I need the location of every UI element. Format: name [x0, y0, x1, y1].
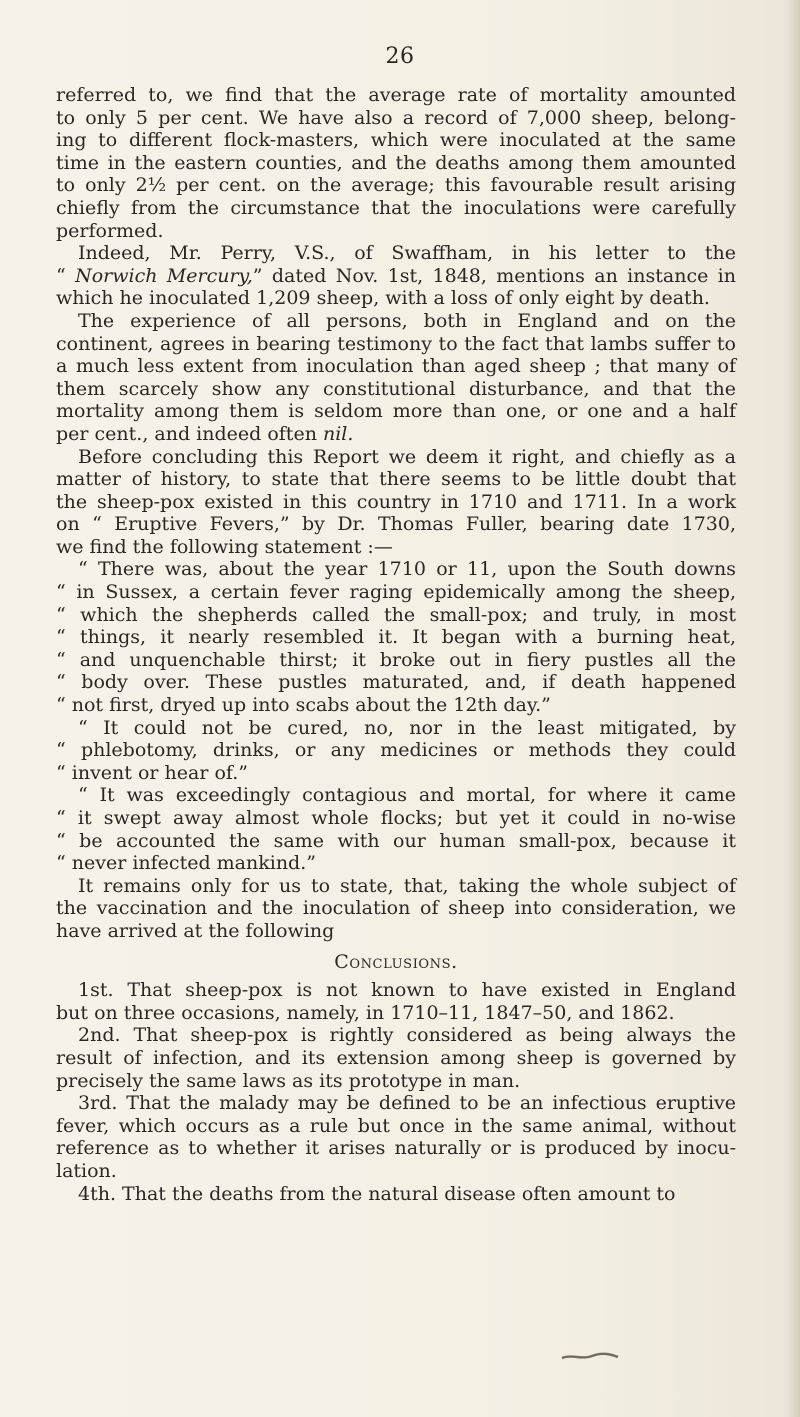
text-line: performed. [56, 219, 164, 242]
quotation-fuller-3 [56, 784, 736, 874]
paragraph-history [56, 446, 736, 559]
italic-word: nil. [322, 422, 354, 445]
text-line: mortality among them is seldom more than one, or one and a half [56, 400, 736, 423]
text-line: precisely the same laws as its prototype in man. [56, 1069, 521, 1092]
text-line: ing to different flock-masters, which were inoculated at the same [56, 129, 736, 152]
conclusion-3 [56, 1092, 736, 1182]
conclusion-2 [56, 1024, 736, 1092]
paragraph-perry-letter [56, 242, 736, 310]
text-line: Before concluding this Report we deem it right, and chiefly as a [78, 445, 736, 468]
text-line: 3rd. That the malady may be defined to be an infectious eruptive [78, 1092, 736, 1115]
quote-line: “ There was, about the year 1710 or 11, upon the South downs [78, 558, 736, 581]
quote-line: “ which the shepherds called the small-pox; and truly, in most [56, 603, 736, 626]
quote-line: “ body over. These pustles maturated, and, if death happened [56, 671, 736, 694]
ink-smudge [560, 1348, 620, 1364]
quote-line: “ never infected mankind.” [56, 852, 316, 875]
paragraph-mortality-rate [56, 84, 736, 242]
text-line: but on three occasions, namely, in 1710–11, 1847–50, and 1862. [56, 1001, 675, 1024]
text-line [56, 265, 736, 288]
text-line: to only 2½ per cent. on the average; this favourable result arising [56, 174, 736, 197]
text-line: we find the following statement :— [56, 535, 393, 558]
quotation-fuller-1 [56, 558, 736, 716]
page-number: 26 [385, 44, 415, 69]
text-line: referred to, we find that the average rate of mortality amounted [56, 84, 736, 106]
text-line: Indeed, Mr. Perry, V.S., of Swaffham, in his letter to the [78, 242, 736, 265]
text-line: the sheep-pox existed in this country in 1710 and 1711. In a work [56, 490, 736, 513]
conclusions-heading: Conclusions. [334, 950, 458, 973]
text-line: continent, agrees in bearing testimony to the fact that lambs suffer to [56, 332, 736, 355]
text-line: the vaccination and the inoculation of sheep into consideration, we [56, 897, 736, 920]
text-line [56, 423, 736, 446]
quote-line: “ in Sussex, a certain fever raging epidemically among the sheep, [56, 581, 736, 604]
conclusion-4 [56, 1183, 736, 1206]
text-line: them scarcely show any constitutional disturbance, and that the [56, 377, 736, 400]
text-line: It remains only for us to state, that, taking the whole subject of [78, 874, 736, 897]
body-text [56, 84, 736, 1205]
text-line: a much less extent from inoculation than aged sheep ; that many of [56, 355, 736, 378]
paragraph-remains [56, 875, 736, 943]
quote-line: “ things, it nearly resembled it. It began with a burning heat, [56, 626, 736, 649]
text-fragment: per cent., and indeed often [56, 422, 323, 445]
quote-line: “ not first, dryed up into scabs about the 12th day.” [56, 694, 551, 717]
text-line: to only 5 per cent. We have also a record of 7,000 sheep, belong- [56, 106, 736, 129]
text-line: 4th. That the deaths from the natural disease often amount to [78, 1182, 676, 1205]
text-line: time in the eastern counties, and the deaths among them amounted [56, 151, 736, 174]
text-line: result of infection, and its extension among sheep is governed by [56, 1046, 736, 1069]
quote-line: “ invent or hear of.” [56, 761, 248, 784]
text-line: which he inoculated 1,209 sheep, with a loss of only eight by death. [56, 287, 710, 310]
quote-line: “ it swept away almost whole flocks; but yet it could in no-wise [56, 807, 736, 829]
quote-line: “ be accounted the same with our human small-pox, because it [56, 829, 736, 852]
text-line: on “ Eruptive Fevers,” by Dr. Thomas Fuller, bearing date 1730, [56, 513, 736, 536]
text-fragment: ” dated Nov. 1st, 1848, mentions an instance in [252, 264, 736, 287]
text-line: The experience of all persons, both in England and on the [78, 309, 736, 332]
text-line: reference as to whether it arises naturally or is produced by inocu- [56, 1137, 736, 1160]
text-line: have arrived at the following [56, 919, 335, 942]
quote-line: “ It was exceedingly contagious and mortal, for where it came [78, 784, 736, 807]
text-line: 2nd. That sheep-pox is rightly considered as being always the [78, 1024, 736, 1047]
text-line: chiefly from the circumstance that the inoculations were carefully [56, 196, 736, 219]
text-line: matter of history, to state that there seems to be little doubt that [56, 468, 736, 491]
text-line: lation. [56, 1159, 117, 1182]
newspaper-title: Norwich Mercury, [75, 264, 253, 287]
text-line: fever, which occurs as a rule but once in the same animal, without [56, 1114, 736, 1137]
open-quote: “ [56, 264, 66, 287]
page-edge-shadow [786, 0, 800, 1417]
quotation-fuller-2 [56, 717, 736, 785]
quote-line: “ It could not be cured, no, nor in the least mitigated, by [78, 716, 736, 739]
text-line: 1st. That sheep-pox is not known to have existed in England [78, 979, 736, 1002]
conclusion-1 [56, 979, 736, 1024]
quote-line: “ phlebotomy, drinks, or any medicines or methods they could [56, 739, 736, 762]
paragraph-lambs-experience [56, 310, 736, 446]
quote-line: “ and unquenchable thirst; it broke out in fiery pustles all the [56, 648, 736, 671]
